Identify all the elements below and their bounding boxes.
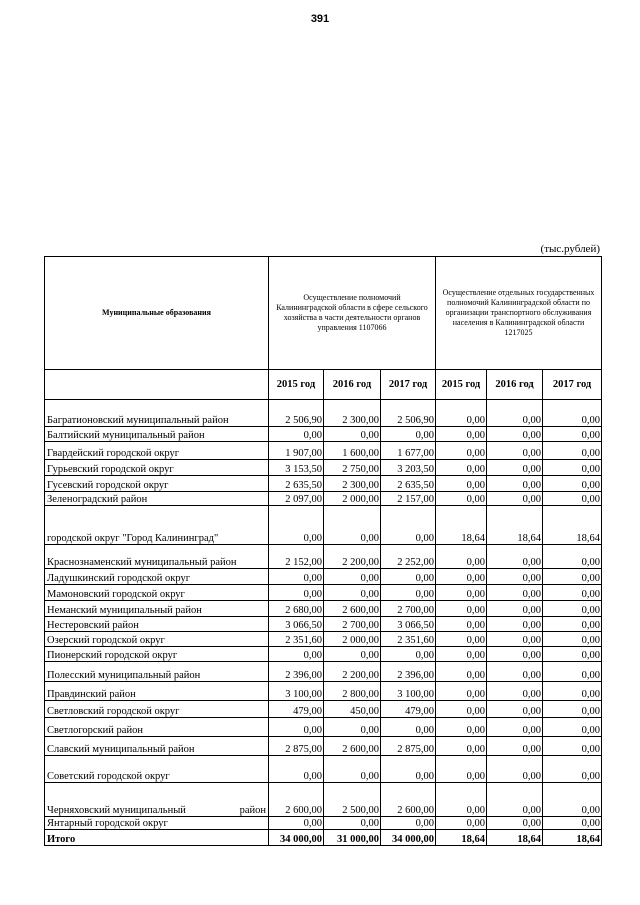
value-cell: 0,00 (436, 617, 487, 632)
value-cell: 0,00 (436, 601, 487, 617)
value-cell: 0,00 (543, 632, 602, 647)
table-row (45, 817, 602, 830)
value-cell: 0,00 (269, 427, 324, 442)
value-cell: 2 600,00 (269, 783, 324, 817)
value-cell: 0,00 (487, 545, 543, 569)
value-cell: 0,00 (543, 817, 602, 830)
value-cell: 0,00 (269, 569, 324, 585)
year-header: 2015 год (436, 370, 487, 400)
value-cell: 2 000,00 (324, 632, 381, 647)
value-cell: 2 152,00 (269, 545, 324, 569)
value-cell: 0,00 (324, 756, 381, 783)
value-cell: 0,00 (269, 506, 324, 545)
value-cell: 0,00 (543, 601, 602, 617)
value-cell: 0,00 (487, 460, 543, 476)
value-cell: 0,00 (269, 647, 324, 662)
value-cell: 0,00 (436, 569, 487, 585)
table-row (45, 442, 602, 460)
value-cell: 0,00 (487, 756, 543, 783)
value-cell: 0,00 (436, 492, 487, 506)
value-cell: 0,00 (487, 492, 543, 506)
value-cell: 2 500,00 (324, 783, 381, 817)
value-cell: 0,00 (487, 682, 543, 701)
value-cell: 0,00 (381, 506, 436, 545)
value-cell: 0,00 (543, 585, 602, 601)
value-cell: 0,00 (543, 662, 602, 682)
value-cell: 0,00 (487, 442, 543, 460)
units-label: (тыс.рублей) (540, 243, 600, 255)
value-cell: 0,00 (487, 662, 543, 682)
municipality-name: Славский муниципальный район (45, 737, 269, 756)
table-row (45, 400, 602, 427)
value-cell: 0,00 (487, 585, 543, 601)
municipality-name: Пионерский городской округ (45, 647, 269, 662)
value-cell: 2 200,00 (324, 662, 381, 682)
municipality-name: Нестеровский район (45, 617, 269, 632)
page-number: 391 (310, 13, 330, 25)
value-cell: 18,64 (543, 506, 602, 545)
value-cell: 2 635,50 (269, 476, 324, 492)
value-cell: 0,00 (543, 545, 602, 569)
value-cell: 0,00 (487, 601, 543, 617)
municipality-name: Озерский городской округ (45, 632, 269, 647)
year-header: 2015 год (269, 370, 324, 400)
municipality-name: Багратионовский муниципальный район (45, 400, 269, 427)
value-cell: 0,00 (543, 617, 602, 632)
year-header: 2016 год (324, 370, 381, 400)
municipality-name: Мамоновский городской округ (45, 585, 269, 601)
municipality-name-part: район (239, 805, 266, 816)
municipality-name: Неманский муниципальный район (45, 601, 269, 617)
value-cell: 2 097,00 (269, 492, 324, 506)
value-cell: 0,00 (324, 718, 381, 737)
value-cell: 1 677,00 (381, 442, 436, 460)
value-cell: 479,00 (381, 701, 436, 718)
municipality-name: Гурьевский городской округ (45, 460, 269, 476)
value-cell: 3 066,50 (381, 617, 436, 632)
value-cell: 2 351,60 (381, 632, 436, 647)
value-cell: 0,00 (487, 783, 543, 817)
value-cell: 0,00 (487, 427, 543, 442)
total-row (45, 830, 602, 846)
value-cell: 3 100,00 (269, 682, 324, 701)
total-value-cell: 34 000,00 (269, 830, 324, 846)
value-cell: 0,00 (487, 647, 543, 662)
value-cell: 2 700,00 (324, 617, 381, 632)
total-value-cell: 18,64 (487, 830, 543, 846)
value-cell: 0,00 (543, 569, 602, 585)
value-cell: 0,00 (543, 460, 602, 476)
value-cell: 479,00 (269, 701, 324, 718)
value-cell: 0,00 (487, 737, 543, 756)
table-row (45, 737, 602, 756)
value-cell: 2 635,50 (381, 476, 436, 492)
value-cell: 0,00 (324, 506, 381, 545)
value-cell: 2 800,00 (324, 682, 381, 701)
total-label: Итого (45, 830, 269, 846)
value-cell: 0,00 (381, 817, 436, 830)
value-cell: 2 300,00 (324, 476, 381, 492)
value-cell: 0,00 (436, 400, 487, 427)
value-cell: 0,00 (269, 756, 324, 783)
value-cell: 0,00 (436, 476, 487, 492)
value-cell: 2 875,00 (269, 737, 324, 756)
municipality-name: Балтийский муниципальный район (45, 427, 269, 442)
value-cell: 0,00 (324, 817, 381, 830)
table-row (45, 585, 602, 601)
table-row (45, 460, 602, 476)
year-header: 2017 год (381, 370, 436, 400)
value-cell: 0,00 (543, 476, 602, 492)
value-cell: 2 157,00 (381, 492, 436, 506)
value-cell: 0,00 (324, 427, 381, 442)
value-cell: 1 907,00 (269, 442, 324, 460)
municipality-name: Зеленоградский район (45, 492, 269, 506)
value-cell: 0,00 (436, 817, 487, 830)
municipality-name: Янтарный городской округ (45, 817, 269, 830)
value-cell: 2 000,00 (324, 492, 381, 506)
value-cell: 0,00 (381, 569, 436, 585)
value-cell: 0,00 (381, 718, 436, 737)
table-row (45, 506, 602, 545)
municipality-name: Полесский муниципальный район (45, 662, 269, 682)
value-cell: 0,00 (487, 476, 543, 492)
value-cell: 0,00 (543, 400, 602, 427)
value-cell: 0,00 (381, 427, 436, 442)
total-value-cell: 18,64 (543, 830, 602, 846)
value-cell: 0,00 (436, 737, 487, 756)
value-cell: 2 396,00 (381, 662, 436, 682)
value-cell: 2 600,00 (381, 783, 436, 817)
value-cell: 0,00 (381, 585, 436, 601)
table-row (45, 682, 602, 701)
value-cell: 2 506,90 (381, 400, 436, 427)
blank-header-cell (45, 370, 269, 400)
value-cell: 0,00 (543, 737, 602, 756)
value-cell: 0,00 (436, 442, 487, 460)
value-cell: 2 252,00 (381, 545, 436, 569)
value-cell: 0,00 (543, 442, 602, 460)
table-row (45, 718, 602, 737)
table-row (45, 492, 602, 506)
table-row (45, 701, 602, 718)
value-cell: 2 200,00 (324, 545, 381, 569)
value-cell: 0,00 (436, 585, 487, 601)
value-cell: 0,00 (381, 647, 436, 662)
municipality-name: Советский городской округ (45, 756, 269, 783)
value-cell: 0,00 (436, 783, 487, 817)
table-row (45, 647, 602, 662)
group1-header: Осуществление полномочий Калининградской области в сфере сельского хозяйства в части деятельности органов управления 1107066 (269, 257, 436, 370)
value-cell: 0,00 (543, 427, 602, 442)
value-cell: 2 600,00 (324, 737, 381, 756)
value-cell: 0,00 (487, 617, 543, 632)
value-cell: 2 351,60 (269, 632, 324, 647)
value-cell: 0,00 (543, 682, 602, 701)
value-cell: 18,64 (487, 506, 543, 545)
budget-table (44, 256, 602, 846)
table-row (45, 601, 602, 617)
table-row (45, 569, 602, 585)
municipality-name-part: Черняховский муниципальный (47, 805, 186, 816)
value-cell: 0,00 (381, 756, 436, 783)
value-cell: 2 750,00 (324, 460, 381, 476)
value-cell: 0,00 (487, 817, 543, 830)
value-cell: 2 396,00 (269, 662, 324, 682)
municipality-name: Ладушкинский городской округ (45, 569, 269, 585)
value-cell: 0,00 (487, 569, 543, 585)
value-cell: 450,00 (324, 701, 381, 718)
value-cell: 0,00 (436, 662, 487, 682)
value-cell: 0,00 (543, 701, 602, 718)
value-cell: 0,00 (269, 817, 324, 830)
value-cell: 0,00 (543, 756, 602, 783)
table-row (45, 545, 602, 569)
value-cell: 0,00 (543, 783, 602, 817)
value-cell: 0,00 (436, 460, 487, 476)
value-cell: 0,00 (436, 545, 487, 569)
value-cell: 0,00 (436, 647, 487, 662)
municipality-name (45, 783, 269, 817)
value-cell: 2 300,00 (324, 400, 381, 427)
municipality-name: Гусевский городской округ (45, 476, 269, 492)
year-header: 2017 год (543, 370, 602, 400)
value-cell: 0,00 (436, 718, 487, 737)
value-cell: 0,00 (487, 632, 543, 647)
table-row (45, 756, 602, 783)
value-cell: 0,00 (436, 427, 487, 442)
municipality-name: Краснознаменский муниципальный район (45, 545, 269, 569)
value-cell: 3 203,50 (381, 460, 436, 476)
table-row (45, 783, 602, 817)
value-cell: 3 153,50 (269, 460, 324, 476)
year-header: 2016 год (487, 370, 543, 400)
value-cell: 0,00 (436, 682, 487, 701)
value-cell: 2 875,00 (381, 737, 436, 756)
total-value-cell: 18,64 (436, 830, 487, 846)
value-cell: 0,00 (487, 718, 543, 737)
value-cell: 3 100,00 (381, 682, 436, 701)
value-cell: 0,00 (487, 400, 543, 427)
value-cell: 2 600,00 (324, 601, 381, 617)
group2-header: Осуществление отдельных государственных полномочий Калининградской области по организации транспортного обслуживания населения в Калининградской области 1217025 (436, 257, 602, 370)
value-cell: 2 680,00 (269, 601, 324, 617)
municipality-name: Гвардейский городской округ (45, 442, 269, 460)
table-row (45, 632, 602, 647)
table-row (45, 617, 602, 632)
value-cell: 3 066,50 (269, 617, 324, 632)
value-cell: 0,00 (543, 647, 602, 662)
municipality-name: городской округ "Город Калининград" (45, 506, 269, 545)
value-cell: 0,00 (436, 632, 487, 647)
table-row (45, 662, 602, 682)
value-cell: 0,00 (543, 492, 602, 506)
value-cell: 0,00 (487, 701, 543, 718)
value-cell: 0,00 (324, 647, 381, 662)
value-cell: 0,00 (269, 585, 324, 601)
value-cell: 0,00 (543, 718, 602, 737)
municipality-name: Светлогорский район (45, 718, 269, 737)
municipality-name: Правдинский район (45, 682, 269, 701)
table-row (45, 427, 602, 442)
value-cell: 2 700,00 (381, 601, 436, 617)
value-cell: 0,00 (436, 756, 487, 783)
municipal-column-header: Муниципальные образования (45, 257, 269, 370)
value-cell: 1 600,00 (324, 442, 381, 460)
value-cell: 0,00 (436, 701, 487, 718)
value-cell: 0,00 (269, 718, 324, 737)
value-cell: 0,00 (324, 569, 381, 585)
value-cell: 18,64 (436, 506, 487, 545)
value-cell: 0,00 (324, 585, 381, 601)
total-value-cell: 34 000,00 (381, 830, 436, 846)
table-row (45, 476, 602, 492)
total-value-cell: 31 000,00 (324, 830, 381, 846)
value-cell: 2 506,90 (269, 400, 324, 427)
municipality-name: Светловский городской округ (45, 701, 269, 718)
